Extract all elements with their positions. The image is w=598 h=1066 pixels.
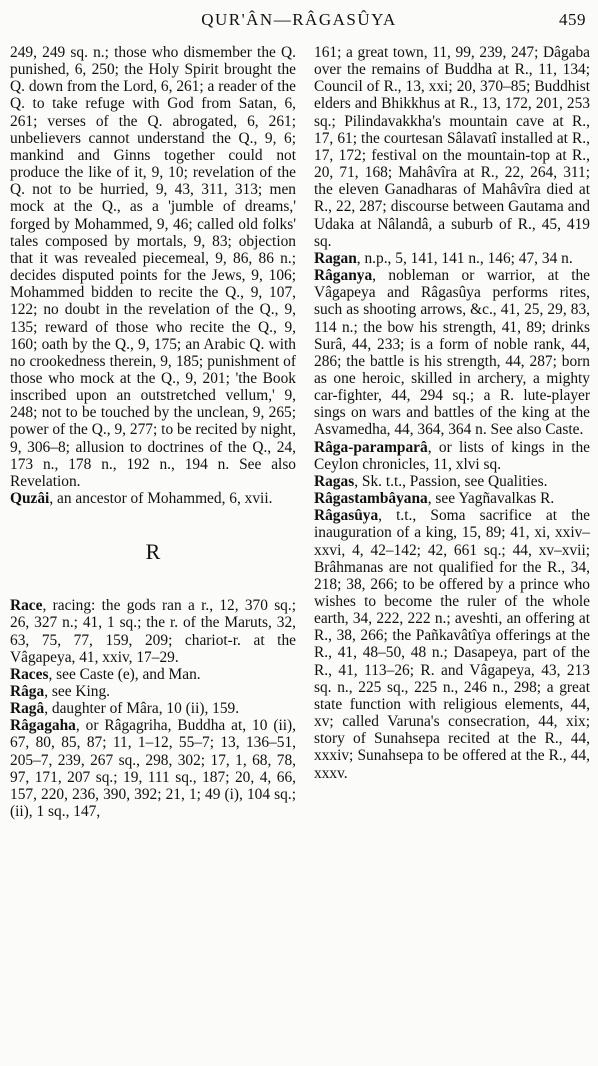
index-entry xyxy=(314,473,590,490)
index-entry xyxy=(314,267,590,439)
page-header xyxy=(0,8,598,34)
entry-headword: Ragas xyxy=(314,472,355,490)
entry-headword: Râgagaha xyxy=(10,717,76,735)
entry-text: , see King. xyxy=(44,683,111,700)
entry-headword: Râgasûya xyxy=(314,507,379,525)
right-column xyxy=(314,44,590,782)
entry-headword: Râga xyxy=(10,683,45,700)
index-entry xyxy=(10,597,296,666)
entry-text: , nobleman or warrior, at the Vâgapeya and Râgasûya performs rites, such as shooting arrows, &c., 41, 25, 29, 83, 114 n.; the bow his strength, 41, 89; drinks Surâ, 44, 233; is a form of noble rank, 44, 286; the battle is his strength, 44, 287; born as one heroic, skilled in archery, a mighty car-fighter, 44, 294 sq.; a R. lute-player sings on wars and battles of the king at the Asvamedha, 44, 364, 364 n. See also Caste. xyxy=(314,267,590,439)
entry-headword: Ragâ xyxy=(10,700,45,718)
entry-text: , see Caste (e), and Man. xyxy=(48,665,201,683)
index-entry xyxy=(314,250,590,267)
page-number: 459 xyxy=(559,10,586,29)
index-entry xyxy=(10,683,296,700)
entry-text: , see Yagñavalkas R. xyxy=(427,490,555,508)
entry-text: , racing: the gods ran a r., 12, 370 sq.; 26, 327 n.; 41, 1 sq.; the r. of the Maruts, 32, 63, 75, 77, 159, 209; chariot-r. at the Vâgapeya, 41, xxiv, 17–29. xyxy=(10,597,296,666)
entry-text: , or lists of kings in the Ceylon chronicles, 11, xlvi sq. xyxy=(314,438,590,473)
entry-headword: Race xyxy=(10,597,43,615)
entry-headword: Quzâi xyxy=(10,490,50,508)
entry-text: , daughter of Mâra, 10 (ii), 159. xyxy=(44,700,240,718)
entry-text: , n.p., 5, 141, 141 n., 146; 47, 34 n. xyxy=(356,249,573,267)
continued-entry xyxy=(10,44,296,490)
continuation-text: 249, 249 sq. n.; those who dismember the Q. punished, 6, 250; the Holy Spirit brought the Q. down from the Lord, 6, 261; a reader of the Q. to take refuge with God from Satan, 6, 261; verses of the Q. abrogated, 6, 261; unbelievers cannot understand the Q., 9, 6; mankind and Ginns together could not produce the like of it, 9, 10; revelation of the Q. not to be hurried, 9, 43, 311, 313; men mock at the Q., as a 'jumble of dreams,' forged by Mohammed, 9, 46; called old folks' tales composed by mortals, 9, 83; objection that it was revealed piecemeal, 9, 86, 86 n.; decides disputed points for the Jews, 9, 106; Mohammed bidden to recite the Q., 9, 107, 122; no doubt in the revelation of the Q., 9, 135; reward of those who recite the Q., 9, 160; oath by the Q., 9, 175; an Arabic Q. with no crookedness therein, 9, 185; punishment of those who mock at the Q., 9, 201; 'the Book inscribed upon an outstretched vellum,' 9, 248; not to be touched by the unclean, 9, 265; power of the Q., 9, 277; to be recited by night, 9, 306–8; allusion to doctrines of the Q., 24, 173 n., 178 n., 192 n., 194 n. See also Revelation. xyxy=(10,44,296,490)
entry-headword: Ragan xyxy=(314,249,357,267)
index-entry xyxy=(314,507,590,782)
entry-headword: Râgastambâyana xyxy=(314,490,428,508)
index-entry xyxy=(10,666,296,683)
entry-headword: Races xyxy=(10,665,49,683)
entry-text: , an ancestor of Mohammed, 6, xvii. xyxy=(49,490,273,508)
entry-headword: Râganya xyxy=(314,267,373,285)
entry-text: , t.t., Soma sacrifice at the inauguration of a king, 15, 89; 41, xi, xxiv–xxvi, 4, 42–142; 42, 661 sq.; 44, xv–xvii; Brâhmanas are not qualified for the R., 34, 218; 38, 266; to be offered by a prince who wishes to become the ruler of the whole earth, 34, 222, 222 n.; aveshti, an offering at R., 38, 266; the Pañkavâtîya offerings at the R., 41, 48–50, 48 n.; Dasapeya, part of the R., 41, 113–26; R. and Vâgapeya, 43, 213 sq. n., 225 sq., 225 n., 246 n., 298; a great state function with religious elements, 44, xv; called Varuna's consecration, 44, xix; story of Sunahsepa recited at the R., 44, xxxiv; Sunahsepa to be offered at the R., 44, xxxv. xyxy=(314,507,590,782)
left-column xyxy=(10,44,296,820)
index-entry xyxy=(10,700,296,717)
entry-text: , or Râgagriha, Buddha at, 10 (ii), 67, 80, 85, 87; 11, 1–12, 55–7; 13, 136–51, 205–7, 239, 267 sq., 298, 302; 17, 1, 68, 78, 97, 171, 207 sq.; 19, 111 sq., 187; 20, 4, 66, 157, 220, 236, 390, 392; 21, 1; 49 (i), 104 sq.; (ii), 1 sq., 147, xyxy=(10,717,296,821)
index-entry xyxy=(314,439,590,473)
running-head: QUR'ÂN—RÂGASÛYA xyxy=(201,10,397,29)
index-entry xyxy=(314,490,590,507)
entry-headword: Râga-paramparâ xyxy=(314,438,428,456)
index-entry xyxy=(10,490,296,507)
continuation-text: 161; a great town, 11, 99, 239, 247; Dâgaba over the remains of Buddha at R., 11, 134; Council of R., 13, xxi; 20, 370–85; Buddhist elders and Bhikkhus at R., 13, 172, 201, 253 sq.; Pilindavakkha's mountain cave at R., 17, 61; the courtesan Sâlavatî installed at R., 17, 172; festival on the mountain-top at R., 20, 71, 168; Mahâvîra at R., 22, 264, 311; the eleven Ganadharas of Mahâvîra died at R., 22, 287; discourse between Gautama and Udaka at Nâlandâ, a suburb of R., 45, 419 sq. xyxy=(314,44,590,250)
index-entry xyxy=(10,717,296,820)
entry-text: , Sk. t.t., Passion, see Qualities. xyxy=(354,472,548,490)
section-letter: R xyxy=(145,539,161,565)
continued-entry xyxy=(314,44,590,250)
